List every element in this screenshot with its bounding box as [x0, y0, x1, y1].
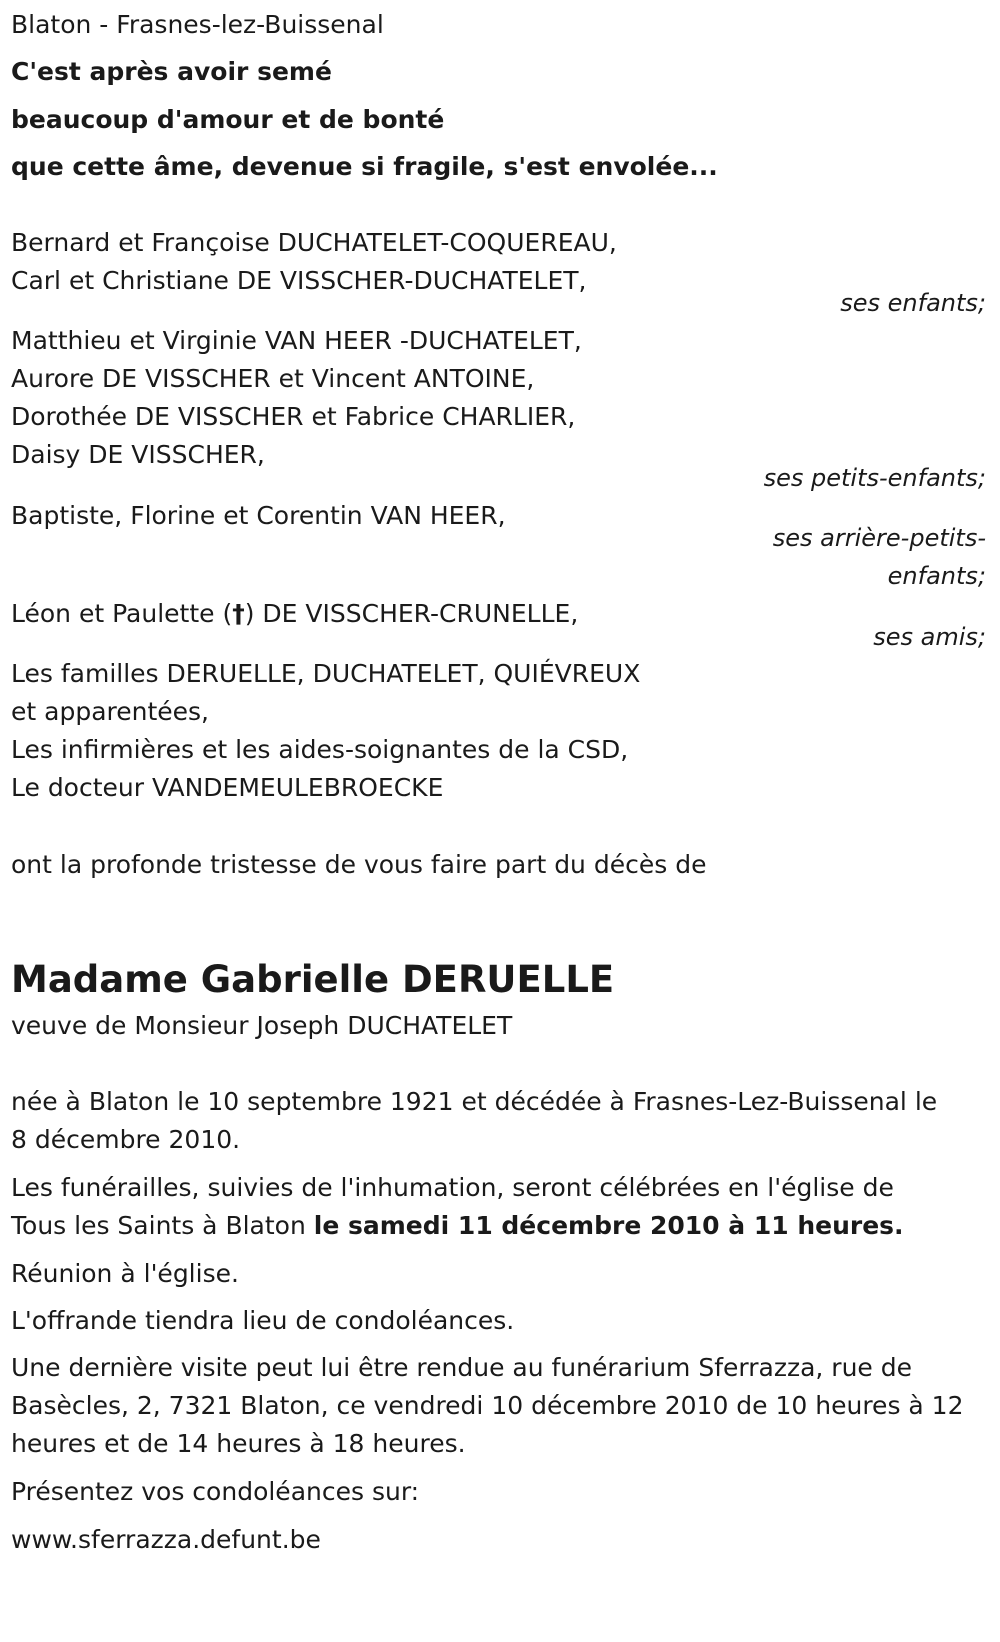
grandchild-name: Daisy DE VISSCHER,	[11, 440, 265, 469]
offering-info: L'offrande tiendra lieu de condoléances.	[11, 1306, 515, 1335]
funeral-date: le samedi 11 décembre 2010 à 11 heures.	[313, 1211, 904, 1240]
others-line: et apparentées,	[11, 697, 209, 726]
great-grandchild-name: Baptiste, Florine et Corentin VAN HEER,	[11, 501, 506, 530]
poem-line-1: C'est après avoir semé	[11, 57, 332, 86]
announcement: ont la profonde tristesse de vous faire part du décès de	[11, 850, 707, 879]
poem-line-3: que cette âme, devenue si fragile, s'est envolée...	[11, 152, 718, 181]
funeral-location: Tous les Saints à Blaton	[11, 1211, 314, 1240]
condolences-website[interactable]: www.sferrazza.defunt.be	[11, 1525, 321, 1554]
visit-line: Basècles, 2, 7321 Blaton, ce vendredi 10 décembre 2010 de 10 heures à 12	[11, 1391, 964, 1420]
children-name: Carl et Christiane DE VISSCHER-DUCHATELET,	[11, 266, 587, 295]
friends-name	[11, 594, 578, 634]
others-line: Les familles DERUELLE, DUCHATELET, QUIÉVREUX	[11, 659, 641, 688]
meeting-info: Réunion à l'église.	[11, 1259, 239, 1288]
friends-name-after: ) DE VISSCHER-CRUNELLE,	[244, 599, 579, 628]
relation-children: ses enfants;	[840, 289, 986, 317]
others-line: Les infirmières et les aides-soignantes de la CSD,	[11, 735, 629, 764]
grandchild-name: Aurore DE VISSCHER et Vincent ANTOINE,	[11, 364, 535, 393]
deceased-name: Madame Gabrielle DERUELLE	[11, 958, 615, 1001]
birth-death-line: née à Blaton le 10 septembre 1921 et décédée à Frasnes-Lez-Buissenal le	[11, 1087, 938, 1116]
relation-grandchildren: ses petits-enfants;	[763, 464, 986, 492]
children-name: Bernard et Françoise DUCHATELET-COQUEREAU,	[11, 228, 617, 257]
birth-death-line: 8 décembre 2010.	[11, 1125, 241, 1154]
grandchild-name: Dorothée DE VISSCHER et Fabrice CHARLIER,	[11, 402, 576, 431]
condolences-label: Présentez vos condoléances sur:	[11, 1477, 420, 1506]
relation-great-grandchildren-line1: ses arrière-petits-	[772, 524, 986, 552]
funeral-line-1: Les funérailles, suivies de l'inhumation, seront célébrées en l'église de	[11, 1173, 894, 1202]
poem-line-2: beaucoup d'amour et de bonté	[11, 105, 445, 134]
location-header: Blaton - Frasnes-lez-Buissenal	[11, 10, 384, 39]
widow-of: veuve de Monsieur Joseph DUCHATELET	[11, 1011, 513, 1040]
grandchild-name: Matthieu et Virginie VAN HEER -DUCHATELET,	[11, 326, 582, 355]
visit-line: Une dernière visite peut lui être rendue au funérarium Sferrazza, rue de	[11, 1353, 912, 1382]
funeral-line-2	[11, 1206, 904, 1246]
relation-friends: ses amis;	[873, 623, 986, 651]
friends-name-before: Léon et Paulette (	[11, 599, 233, 628]
relation-great-grandchildren-line2: enfants;	[887, 562, 986, 590]
others-line: Le docteur VANDEMEULEBROECKE	[11, 773, 444, 802]
visit-line: heures et de 14 heures à 18 heures.	[11, 1429, 466, 1458]
cross-icon: †	[232, 599, 245, 628]
